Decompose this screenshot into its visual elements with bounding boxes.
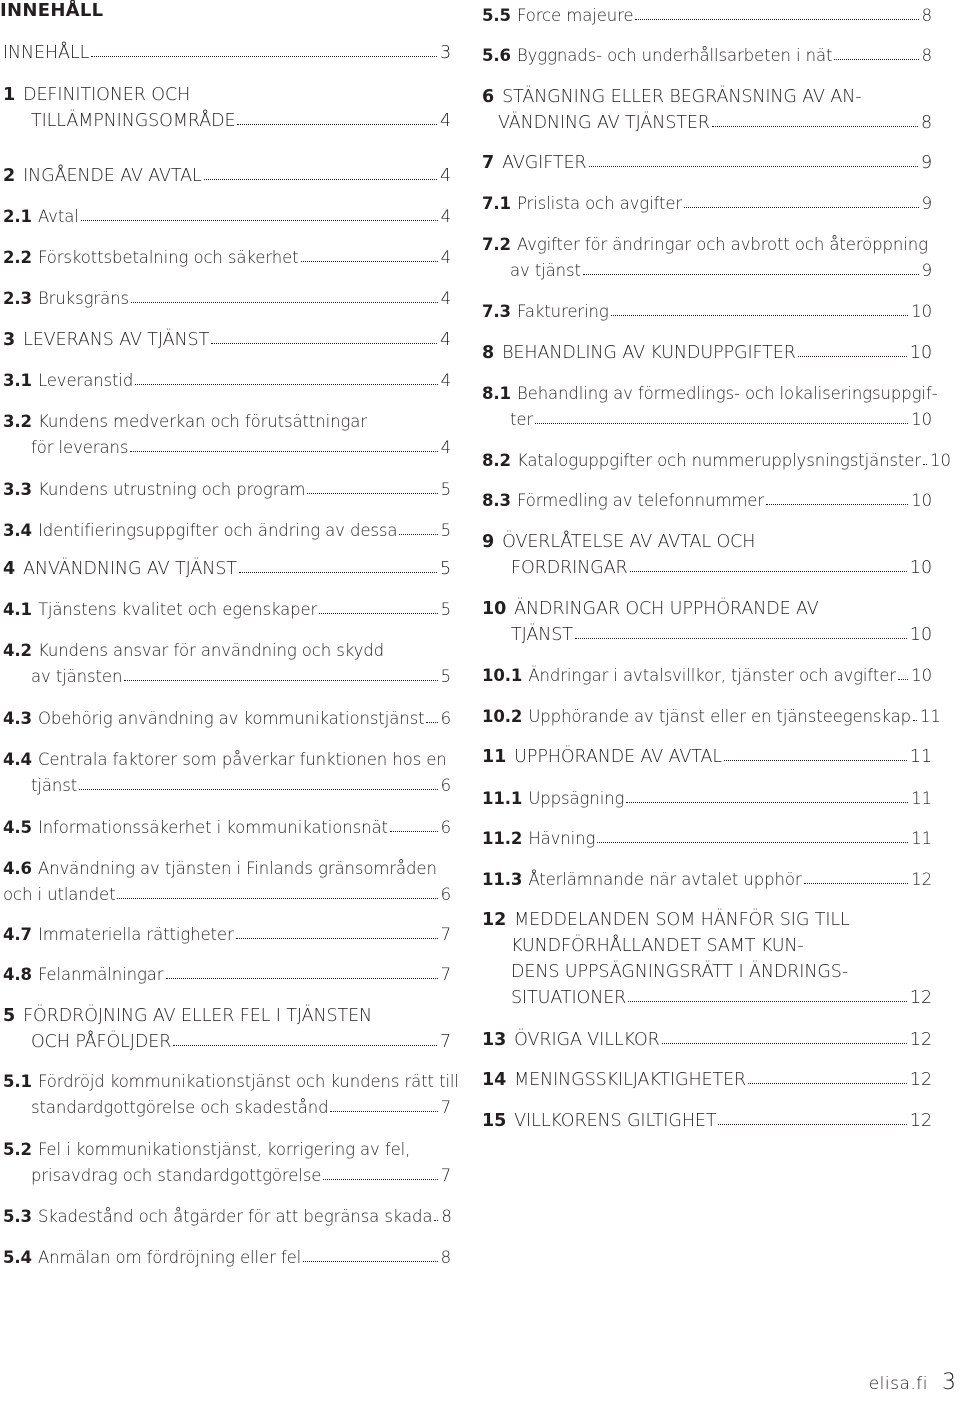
toc-entry-title: Fel i kommunikationstjänst, korrigering av fel, bbox=[37, 1140, 411, 1159]
toc-entry-title: ANVÄNDNING AV TJÄNST bbox=[23, 559, 237, 579]
toc-entry-number: 4.4 bbox=[3, 750, 32, 769]
toc-entry-page: 10 bbox=[911, 666, 932, 685]
toc-entry-page: 11 bbox=[919, 707, 941, 726]
toc-entry-number: 10.1 bbox=[482, 666, 523, 685]
toc-entry[interactable] bbox=[3, 962, 451, 988]
toc-entry-number: 2.3 bbox=[3, 289, 32, 308]
toc-entry-page: 7 bbox=[440, 965, 451, 984]
toc-entry-page: 12 bbox=[909, 988, 932, 1008]
toc-entry-title: Kundens ansvar för användning och skydd bbox=[37, 641, 385, 660]
toc-entry-number: 11 bbox=[482, 747, 507, 767]
toc-entry-title: Obehörig användning av kommunikationstjänst bbox=[37, 709, 425, 728]
toc-entry-title: standardgottgörelse och skadestånd bbox=[31, 1098, 329, 1117]
dot-leader bbox=[239, 572, 437, 573]
toc-entry-title: FÖRDRÖJNING AV ELLER FEL I TJÄNSTEN bbox=[23, 1006, 373, 1026]
dot-leader bbox=[166, 978, 438, 979]
dot-leader bbox=[662, 1043, 907, 1044]
toc-entry-page: 4 bbox=[440, 438, 451, 457]
toc-entry-title: SITUATIONER bbox=[511, 988, 627, 1008]
toc-entry-page: 5 bbox=[440, 667, 451, 686]
toc-entry-title: STÄNGNING ELLER BEGRÄNSNING AV AN- bbox=[502, 87, 862, 107]
toc-entry[interactable] bbox=[3, 597, 451, 623]
dot-leader bbox=[923, 464, 927, 465]
toc-entry[interactable] bbox=[482, 1027, 932, 1053]
dot-leader bbox=[81, 220, 438, 221]
toc-entry[interactable] bbox=[3, 556, 451, 582]
toc-entry-title: och i utlandet bbox=[3, 885, 116, 904]
toc-entry-title: Fakturering bbox=[516, 302, 609, 321]
toc-entry[interactable] bbox=[482, 299, 932, 325]
toc-entry[interactable] bbox=[482, 84, 932, 136]
toc-entry[interactable] bbox=[482, 1067, 932, 1093]
toc-entry-number: 4.2 bbox=[3, 641, 32, 660]
toc-entry-page: 12 bbox=[909, 1070, 932, 1090]
toc-entry-title: DEFINITIONER OCH bbox=[23, 85, 191, 105]
toc-entry-title: prisavdrag och standardgottgörelse bbox=[31, 1166, 322, 1185]
dot-leader bbox=[211, 343, 437, 344]
toc-entry-number: 3.1 bbox=[3, 371, 32, 390]
toc-entry-number: 3 bbox=[3, 330, 16, 350]
toc-entry-page: 12 bbox=[911, 870, 932, 889]
toc-entry[interactable] bbox=[482, 907, 932, 1011]
toc-entry[interactable] bbox=[3, 1069, 459, 1121]
toc-entry-number: 5.1 bbox=[3, 1072, 32, 1091]
dot-leader bbox=[303, 1261, 437, 1262]
dot-leader bbox=[635, 19, 918, 20]
dot-leader bbox=[426, 722, 437, 723]
toc-entry[interactable] bbox=[3, 1137, 451, 1189]
dot-leader bbox=[611, 315, 908, 316]
toc-entry-title: tjänst bbox=[31, 776, 78, 795]
toc-entry-page: 10 bbox=[911, 410, 932, 429]
toc-entry-title: Avgifter för ändringar och avbrott och återöppning bbox=[516, 235, 928, 254]
dot-leader bbox=[131, 302, 438, 303]
toc-entry-page: 12 bbox=[909, 1030, 932, 1050]
toc-entry-number: 7.3 bbox=[482, 302, 511, 321]
dot-leader bbox=[79, 789, 438, 790]
toc-entry-page: 7 bbox=[440, 925, 451, 944]
toc-entry-page: 10 bbox=[930, 451, 951, 470]
dot-leader bbox=[712, 126, 918, 127]
toc-entry-number: 13 bbox=[482, 1030, 507, 1050]
toc-entry-page: 7 bbox=[440, 1166, 451, 1185]
toc-entry-title: Upphörande av tjänst eller en tjänsteegenskap bbox=[528, 707, 911, 726]
toc-entry-number: 4.8 bbox=[3, 965, 32, 984]
toc-entry-number: 5.3 bbox=[3, 1207, 32, 1226]
toc-entry-title: Tjänstens kvalitet och egenskaper bbox=[37, 600, 318, 619]
toc-entry-title: DENS UPPSÄGNINGSRÄTT I ÄNDRINGS- bbox=[511, 962, 849, 982]
toc-entry-page: 9 bbox=[921, 194, 932, 213]
toc-entry-number: 8.3 bbox=[482, 491, 511, 510]
toc-entry-title: FORDRINGAR bbox=[511, 558, 628, 578]
toc-entry-title: Immateriella rättigheter bbox=[37, 925, 234, 944]
toc-entry-page: 7 bbox=[440, 1098, 451, 1117]
dot-leader bbox=[804, 883, 909, 884]
dot-leader bbox=[399, 534, 437, 535]
toc-entry-number: 8 bbox=[482, 343, 495, 363]
dot-leader bbox=[583, 274, 919, 275]
toc-entry-page: 8 bbox=[440, 1248, 451, 1267]
toc-entry-page: 5 bbox=[440, 600, 451, 619]
toc-entry[interactable] bbox=[3, 409, 451, 461]
dot-leader bbox=[236, 938, 438, 939]
toc-entry-title: Prislista och avgifter bbox=[516, 194, 683, 213]
toc-entry-title: ÖVRIGA VILLKOR bbox=[514, 1030, 660, 1050]
toc-entry-page: 6 bbox=[440, 776, 451, 795]
toc-entry[interactable] bbox=[3, 286, 451, 312]
toc-entry[interactable] bbox=[3, 856, 451, 908]
toc-entry[interactable] bbox=[482, 232, 932, 284]
toc-entry-title: Felanmälningar bbox=[37, 965, 164, 984]
toc-entry-page: 4 bbox=[439, 111, 451, 131]
toc-entry-title: av tjänst bbox=[510, 261, 581, 280]
toc-entry[interactable] bbox=[482, 340, 932, 366]
toc-entry[interactable] bbox=[482, 3, 932, 29]
toc-entry-title: Kundens utrustning och program bbox=[37, 480, 306, 499]
toc-entry-title: Kataloguppgifter och nummerupplysningstjänster bbox=[516, 451, 922, 470]
toc-entry-title: Uppsägning bbox=[528, 789, 625, 808]
dot-leader bbox=[323, 1179, 437, 1180]
toc-entry-number: 4.6 bbox=[3, 859, 32, 878]
footer-page-number: 3 bbox=[942, 1370, 956, 1395]
toc-entry-page: 8 bbox=[441, 1207, 452, 1226]
toc-entry-page: 6 bbox=[440, 885, 451, 904]
toc-entry-number: 7.1 bbox=[482, 194, 511, 213]
toc-entry[interactable] bbox=[3, 1245, 451, 1271]
toc-entry[interactable] bbox=[3, 204, 451, 230]
dot-leader bbox=[898, 679, 908, 680]
dot-leader bbox=[575, 638, 907, 639]
toc-entry-page: 5 bbox=[440, 480, 451, 499]
dot-leader bbox=[684, 207, 918, 208]
toc-entry[interactable] bbox=[3, 747, 451, 799]
toc-entry-page: 8 bbox=[921, 46, 932, 65]
dot-leader bbox=[597, 842, 908, 843]
toc-entry-title: Avtal bbox=[37, 207, 79, 226]
toc-entry[interactable] bbox=[482, 191, 932, 217]
dot-leader bbox=[135, 384, 437, 385]
toc-entry-title: BEHANDLING AV KUNDUPPGIFTER bbox=[502, 343, 796, 363]
toc-entry-page: 4 bbox=[440, 371, 451, 390]
dot-leader bbox=[434, 1220, 438, 1221]
toc-entry-number: 5 bbox=[3, 1006, 16, 1026]
toc-entry[interactable] bbox=[3, 477, 451, 503]
toc-entry-title: Användning av tjänsten i Finlands gränsområden bbox=[37, 859, 437, 878]
dot-leader bbox=[124, 680, 437, 681]
dot-leader bbox=[913, 720, 917, 721]
dot-leader bbox=[130, 451, 437, 452]
dot-leader bbox=[630, 571, 907, 572]
toc-entry-page: 8 bbox=[921, 6, 932, 25]
toc-entry-number: 3.3 bbox=[3, 480, 32, 499]
dot-leader bbox=[628, 1001, 907, 1002]
toc-entry-page: 10 bbox=[909, 343, 932, 363]
toc-entry[interactable] bbox=[482, 867, 932, 893]
dot-leader bbox=[535, 423, 908, 424]
toc-entry[interactable] bbox=[3, 1204, 451, 1230]
toc-entry-title: ÖVERLÅTELSE AV AVTAL OCH bbox=[502, 532, 756, 552]
page-heading: INNEHÅLL bbox=[0, 0, 104, 21]
toc-entry[interactable] bbox=[482, 704, 941, 730]
toc-entry[interactable] bbox=[3, 638, 451, 690]
toc-entry-title: Återlämnande när avtalet upphör bbox=[528, 870, 802, 889]
toc-entry-title: VÄNDNING AV TJÄNSTER bbox=[498, 113, 710, 133]
toc-entry-page: 10 bbox=[911, 302, 932, 321]
toc-entry[interactable] bbox=[482, 150, 932, 176]
toc-entry[interactable] bbox=[482, 488, 932, 514]
toc-entry-title: INNEHÅLL bbox=[3, 43, 90, 63]
toc-entry-title: ter bbox=[510, 410, 534, 429]
toc-entry[interactable] bbox=[482, 786, 932, 812]
toc-entry[interactable] bbox=[3, 518, 451, 544]
toc-entry-title: Bruksgräns bbox=[37, 289, 129, 308]
dot-leader bbox=[748, 1083, 907, 1084]
toc-entry-number: 1 bbox=[3, 85, 16, 105]
toc-entry-number: 15 bbox=[482, 1111, 507, 1131]
toc-entry-title: Anmälan om fördröjning eller fel bbox=[37, 1248, 302, 1267]
toc-entry-title: TJÄNST bbox=[511, 625, 573, 645]
toc-entry-number: 4.7 bbox=[3, 925, 32, 944]
toc-entry[interactable] bbox=[482, 529, 932, 581]
dot-leader bbox=[204, 179, 437, 180]
dot-leader bbox=[91, 56, 437, 57]
dot-leader bbox=[117, 898, 437, 899]
toc-entry-title: Informationssäkerhet i kommunikationsnät bbox=[37, 818, 388, 837]
dot-leader bbox=[724, 760, 907, 761]
toc-entry[interactable] bbox=[482, 1108, 932, 1134]
toc-entry-title: Ändringar i avtalsvillkor, tjänster och avgifter bbox=[528, 666, 896, 685]
toc-entry-number: 4.1 bbox=[3, 600, 32, 619]
toc-entry-number: 5.4 bbox=[3, 1248, 32, 1267]
toc-entry-number: 3.4 bbox=[3, 521, 32, 540]
toc-entry-page: 5 bbox=[439, 559, 451, 579]
toc-entry-page: 4 bbox=[440, 289, 451, 308]
toc-entry-title: ÄNDRINGAR OCH UPPHÖRANDE AV bbox=[514, 599, 819, 619]
toc-entry-number: 8.2 bbox=[482, 451, 511, 470]
toc-entry-page: 12 bbox=[909, 1111, 932, 1131]
toc-entry-number: 10 bbox=[482, 599, 507, 619]
toc-entry-number: 11.1 bbox=[482, 789, 523, 808]
toc-entry-number: 11.2 bbox=[482, 829, 523, 848]
dot-leader bbox=[173, 1045, 437, 1046]
toc-entry-title: MENINGSSKILJAKTIGHETER bbox=[514, 1070, 747, 1090]
toc-entry-title: av tjänsten bbox=[31, 667, 123, 686]
toc-entry-page: 9 bbox=[921, 261, 932, 280]
toc-entry-page: 10 bbox=[911, 491, 932, 510]
toc-entry-page: 4 bbox=[440, 248, 451, 267]
dot-leader bbox=[766, 504, 908, 505]
toc-entry-number: 7 bbox=[482, 153, 495, 173]
toc-entry[interactable] bbox=[482, 43, 932, 69]
toc-entry-page: 11 bbox=[911, 789, 932, 808]
toc-entry-title: Centrala faktorer som påverkar funktionen hos en bbox=[37, 750, 447, 769]
toc-entry-number: 8.1 bbox=[482, 384, 511, 403]
toc-entry-number: 4.5 bbox=[3, 818, 32, 837]
dot-leader bbox=[390, 831, 438, 832]
toc-entry-number: 10.2 bbox=[482, 707, 523, 726]
toc-entry-number: 3.2 bbox=[3, 412, 32, 431]
toc-entry-page: 10 bbox=[909, 558, 932, 578]
toc-entry-title: Fördröjd kommunikationstjänst och kundens rätt till bbox=[37, 1072, 459, 1091]
toc-entry-number: 2.1 bbox=[3, 207, 32, 226]
toc-entry-number: 11.3 bbox=[482, 870, 523, 889]
toc-entry-number: 14 bbox=[482, 1070, 507, 1090]
toc-entry-number: 2.2 bbox=[3, 248, 32, 267]
toc-entry-title: Leveranstid bbox=[37, 371, 134, 390]
toc-entry[interactable] bbox=[482, 663, 932, 689]
toc-entry-number: 4 bbox=[3, 559, 16, 579]
toc-entry-title: LEVERANS AV TJÄNST bbox=[23, 330, 210, 350]
toc-entry[interactable] bbox=[482, 381, 938, 433]
toc-entry-title: OCH PÅFÖLJDER bbox=[31, 1032, 172, 1052]
toc-entry-title: Kundens medverkan och förutsättningar bbox=[37, 412, 367, 431]
dot-leader bbox=[307, 493, 437, 494]
toc-entry-title: TILLÄMPNINGSOMRÅDE bbox=[31, 111, 236, 131]
toc-entry-page: 9 bbox=[920, 153, 932, 173]
toc-entry[interactable] bbox=[482, 448, 951, 474]
toc-entry-page: 7 bbox=[439, 1032, 451, 1052]
toc-entry-title: för leverans bbox=[31, 438, 129, 457]
toc-entry-number: 5.5 bbox=[482, 6, 511, 25]
toc-entry-number: 5.6 bbox=[482, 46, 511, 65]
toc-entry-page: 3 bbox=[439, 43, 451, 63]
toc-entry-number: 6 bbox=[482, 87, 495, 107]
toc-entry[interactable] bbox=[482, 826, 932, 852]
toc-entry-page: 8 bbox=[920, 113, 932, 133]
toc-entry-page: 4 bbox=[439, 330, 451, 350]
toc-entry-number: 12 bbox=[482, 910, 507, 930]
toc-entry[interactable] bbox=[3, 163, 451, 189]
toc-entry[interactable] bbox=[3, 815, 451, 841]
dot-leader bbox=[589, 166, 918, 167]
toc-entry-title: Förskottsbetalning och säkerhet bbox=[37, 248, 299, 267]
toc-entry-title: UPPHÖRANDE AV AVTAL bbox=[514, 747, 722, 767]
toc-entry[interactable] bbox=[3, 368, 451, 394]
toc-entry-title: Identifieringsuppgifter och ändring av dessa bbox=[37, 521, 398, 540]
toc-entry-title: KUNDFÖRHÅLLANDET SAMT KUN- bbox=[511, 936, 804, 956]
toc-entry[interactable] bbox=[3, 1003, 451, 1055]
toc-entry-page: 4 bbox=[440, 207, 451, 226]
dot-leader bbox=[319, 613, 437, 614]
toc-entry-title: INGÅENDE AV AVTAL bbox=[23, 166, 202, 186]
toc-entry[interactable] bbox=[482, 596, 932, 648]
toc-entry-title: Behandling av förmedlings- och lokaliseringsuppgif- bbox=[516, 384, 938, 403]
toc-entry-number: 5.2 bbox=[3, 1140, 32, 1159]
toc-entry[interactable] bbox=[3, 922, 451, 948]
dot-leader bbox=[237, 124, 437, 125]
toc-entry-number: 4.3 bbox=[3, 709, 32, 728]
toc-entry[interactable] bbox=[3, 327, 451, 353]
dot-leader bbox=[834, 59, 918, 60]
toc-entry-title: MEDDELANDEN SOM HÄNFÖR SIG TILL bbox=[514, 910, 850, 930]
toc-entry-title: Förmedling av telefonnummer bbox=[516, 491, 765, 510]
toc-entry-title: Skadestånd och åtgärder för att begränsa skada bbox=[37, 1207, 433, 1226]
toc-entry-title: Hävning bbox=[528, 829, 596, 848]
toc-entry-title: Byggnads- och underhållsarbeten i nät bbox=[516, 46, 833, 65]
toc-entry-number: 7.2 bbox=[482, 235, 511, 254]
footer-site[interactable]: elisa.fi bbox=[868, 1374, 928, 1394]
page-footer bbox=[869, 1370, 956, 1395]
toc-entry-page: 11 bbox=[911, 829, 932, 848]
dot-leader bbox=[301, 261, 438, 262]
toc-entry-page: 11 bbox=[909, 747, 932, 767]
toc-entry-page: 6 bbox=[440, 709, 451, 728]
toc-entry-title: AVGIFTER bbox=[502, 153, 587, 173]
dot-leader bbox=[626, 802, 908, 803]
toc-entry-page: 6 bbox=[440, 818, 451, 837]
dot-leader bbox=[718, 1124, 906, 1125]
toc-entry[interactable] bbox=[3, 82, 451, 134]
toc-entry-page: 4 bbox=[439, 166, 451, 186]
toc-entry-number: 9 bbox=[482, 532, 495, 552]
dot-leader bbox=[798, 356, 907, 357]
toc-entry[interactable] bbox=[482, 744, 932, 770]
toc-entry[interactable] bbox=[3, 245, 451, 271]
toc-entry-number: 2 bbox=[3, 166, 16, 186]
toc-entry[interactable] bbox=[3, 706, 451, 732]
toc-entry-title: Force majeure bbox=[516, 6, 634, 25]
toc-entry-title: VILLKORENS GILTIGHET bbox=[514, 1111, 717, 1131]
dot-leader bbox=[330, 1111, 437, 1112]
toc-entry[interactable] bbox=[3, 40, 451, 66]
toc-entry-page: 5 bbox=[440, 521, 451, 540]
toc-entry-page: 10 bbox=[909, 625, 932, 645]
